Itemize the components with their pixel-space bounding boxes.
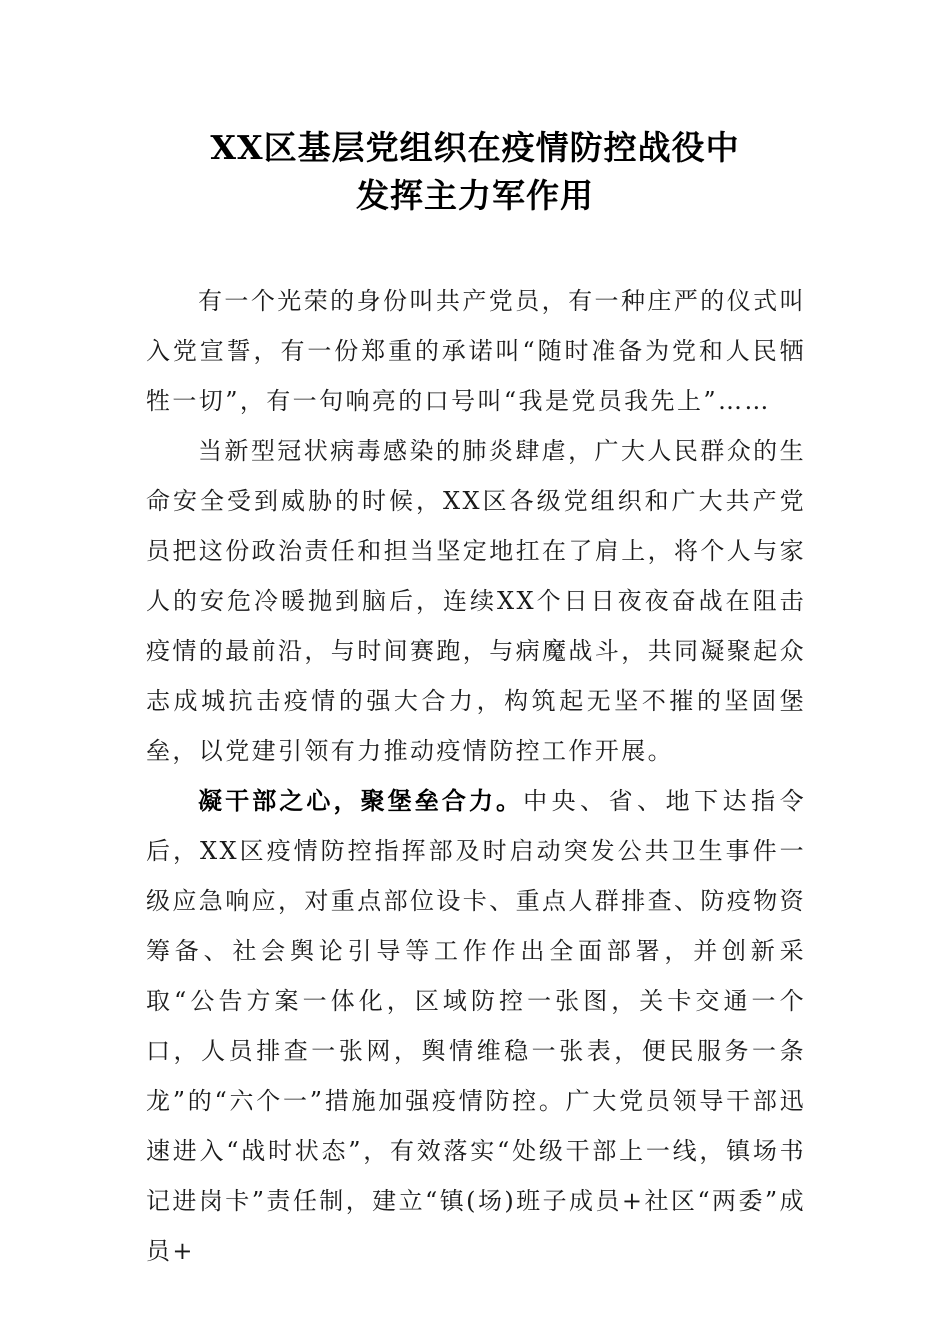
- paragraph-context-text: 当新型冠状病毒感染的肺炎肆虐，广大人民群众的生命安全受到威胁的时候，XX区各级党组织和广大共产党员把这份政治责任和担当坚定地扛在了肩上，将个人与家人的安危冷暖抛到脑后，连续XX个日日夜夜奋战在阻击疫情的最前沿，与时间赛跑，与病魔战斗，共同凝聚起众志成城抗击疫情的强大合力，构筑起无坚不摧的坚固堡垒，以党建引领有力推动疫情防控工作开展。: [146, 437, 806, 765]
- section-1-heading: 凝干部之心，聚堡垒合力。: [198, 787, 524, 815]
- document-title-line-1: XX区基层党组织在疫情防控战役中: [210, 128, 740, 167]
- paragraph-intro-text: 有一个光荣的身份叫共产党员，有一种庄严的仪式叫入党宣誓，有一份郑重的承诺叫“随时准备为党和人民牺牲一切”，有一句响亮的口号叫“我是党员我先上”……: [146, 287, 806, 415]
- paragraph-context: [146, 426, 806, 776]
- document-title-line-2: 发挥主力军作用: [356, 176, 594, 215]
- paragraph-intro: [146, 276, 806, 426]
- paragraph-section-1: [146, 776, 806, 1276]
- section-1-text: 中央、省、地下达指令后，XX区疫情防控指挥部及时启动突发公共卫生事件一级应急响应，对重点部位设卡、重点人群排查、防疫物资筹备、社会舆论引导等工作作出全面部署，并创新采取“公告方案一体化，区域防控一张图，关卡交通一个口，人员排查一张网，舆情维稳一张表，便民服务一条龙”的“六个一”措施加强疫情防控。广大党员领导干部迅速进入“战时状态”，有效落实“处级干部上一线，镇场书记进岗卡”责任制，建立“镇(场)班子成员+社区“两委”成员+: [146, 787, 807, 1265]
- document-body: [146, 276, 806, 1276]
